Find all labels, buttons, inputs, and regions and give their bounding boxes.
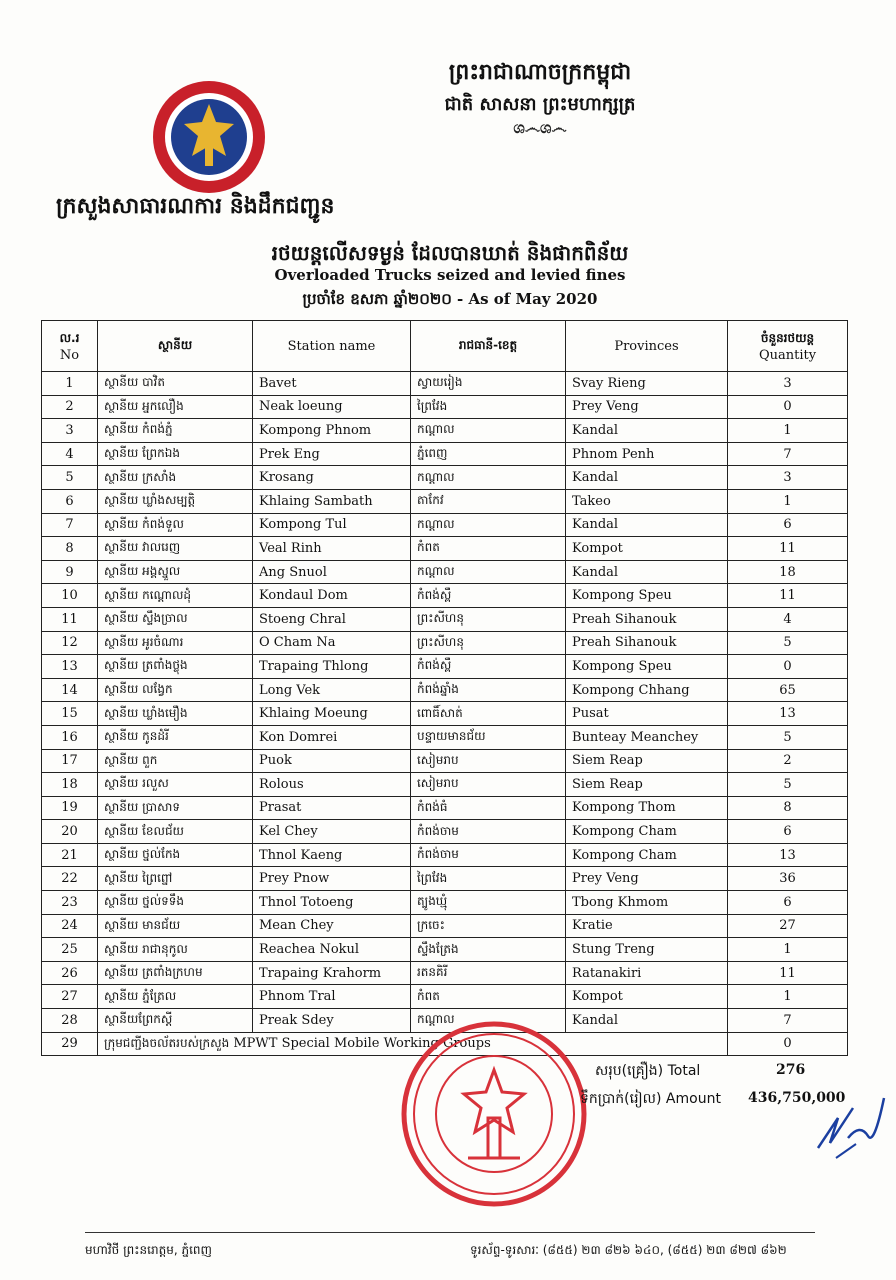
row-number: 16 (42, 725, 98, 749)
station-name: Stoeng Chral (253, 607, 411, 631)
province-khmer: ស្វាយរៀង (411, 372, 566, 396)
row-number: 6 (42, 489, 98, 513)
province-khmer: កំពត (411, 537, 566, 561)
province-khmer: កំពង់ស្ពឺ (411, 584, 566, 608)
total-value: 276 (776, 1062, 806, 1078)
row-number: 13 (42, 655, 98, 679)
header-quantity: ចំនួនរថយន្ត Quantity (728, 321, 848, 372)
table-row (42, 442, 848, 466)
province-khmer: កំពង់ចាម (411, 820, 566, 844)
province-khmer: ព្រៃវែង (411, 395, 566, 419)
station-name: Preak Sdey (253, 1009, 411, 1033)
quantity: 65 (728, 678, 848, 702)
station-khmer: ស្ថានីយ កំពង់ភ្នំ (98, 419, 253, 443)
station-name: Trapaing Krahorm (253, 961, 411, 985)
quantity: 11 (728, 961, 848, 985)
province-khmer: កំពង់ចាម (411, 843, 566, 867)
title-khmer: រថយន្តលើសទម្ងន់ ដែលបានឃាត់ និងផាកពិន័យ (271, 241, 629, 265)
station-khmer: ស្ថានីយ វាលរេញ (98, 537, 253, 561)
province-name: Stung Treng (566, 938, 728, 962)
province-khmer: កំពង់ធំ (411, 796, 566, 820)
quantity: 7 (728, 442, 848, 466)
footer-divider (85, 1232, 815, 1233)
ministry-name: ក្រសួងសាធារណការ និងដឹកជញ្ជូន (56, 194, 335, 219)
quantity: 1 (728, 938, 848, 962)
station-khmer: ស្ថានីយ ថ្នល់កែង (98, 843, 253, 867)
province-name: Kompong Cham (566, 820, 728, 844)
quantity: 27 (728, 914, 848, 938)
station-khmer: ស្ថានីយ ខែលជ័យ (98, 820, 253, 844)
kingdom-heading: ព្រះរាជាណាចក្រកម្ពុជា (448, 60, 632, 85)
quantity: 0 (728, 395, 848, 419)
report-date (140, 290, 760, 312)
province-name: Kompong Chhang (566, 678, 728, 702)
province-khmer: ព្រៃវែង (411, 867, 566, 891)
date-english: - As of May 2020 (451, 290, 598, 308)
header-station-en: Station name (253, 321, 411, 372)
row-number: 15 (42, 702, 98, 726)
row-number: 14 (42, 678, 98, 702)
province-name: Kandal (566, 419, 728, 443)
province-khmer: បន្ទាយមានជ័យ (411, 725, 566, 749)
station-name: Kel Chey (253, 820, 411, 844)
row-number: 26 (42, 961, 98, 985)
row-number: 4 (42, 442, 98, 466)
station-name: Long Vek (253, 678, 411, 702)
table-row (42, 796, 848, 820)
province-khmer: ព្រះសីហនុ (411, 607, 566, 631)
station-name: O Cham Na (253, 631, 411, 655)
station-name: Bavet (253, 372, 411, 396)
station-khmer: ស្ថានីយ ត្រពាំងក្រហម (98, 961, 253, 985)
table-row (42, 749, 848, 773)
quantity: 0 (728, 1032, 848, 1056)
trucks-table (41, 320, 848, 1056)
station-khmer: ស្ថានីយ អង្គស្នួល (98, 560, 253, 584)
quantity: 11 (728, 584, 848, 608)
province-name: Kompong Thom (566, 796, 728, 820)
quantity: 13 (728, 843, 848, 867)
quantity: 36 (728, 867, 848, 891)
province-name: Kompot (566, 985, 728, 1009)
station-khmer: ស្ថានីយ កណ្តោលដុំ (98, 584, 253, 608)
table-row (42, 372, 848, 396)
station-khmer: ស្ថានីយ ប្រាសាទ (98, 796, 253, 820)
quantity: 6 (728, 891, 848, 915)
station-khmer: ស្ថានីយ រលួស (98, 773, 253, 797)
province-khmer: កំពង់ស្ពឺ (411, 655, 566, 679)
station-khmer: ស្ថានីយ ពួក (98, 749, 253, 773)
province-khmer: ភ្នំពេញ (411, 442, 566, 466)
header-no: ល.រ No (42, 321, 98, 372)
quantity: 1 (728, 489, 848, 513)
province-name: Tbong Khmom (566, 891, 728, 915)
row-number: 25 (42, 938, 98, 962)
table-row (42, 938, 848, 962)
station-name: Thnol Totoeng (253, 891, 411, 915)
row-number: 7 (42, 513, 98, 537)
row-number: 3 (42, 419, 98, 443)
table-row (42, 867, 848, 891)
table-row (42, 489, 848, 513)
row-number: 23 (42, 891, 98, 915)
station-name: Prek Eng (253, 442, 411, 466)
table-row (42, 560, 848, 584)
table-row (42, 985, 848, 1009)
table-row (42, 466, 848, 490)
table-row (42, 513, 848, 537)
quantity: 7 (728, 1009, 848, 1033)
quantity: 2 (728, 749, 848, 773)
quantity: 3 (728, 372, 848, 396)
quantity: 6 (728, 820, 848, 844)
province-khmer: កណ្តាល (411, 560, 566, 584)
station-name: Phnom Tral (253, 985, 411, 1009)
quantity: 3 (728, 466, 848, 490)
province-name: Siem Reap (566, 773, 728, 797)
station-khmer: ស្ថានីយ អ្នកលឿង (98, 395, 253, 419)
station-name: Reachea Nokul (253, 938, 411, 962)
quantity: 18 (728, 560, 848, 584)
station-name: Mean Chey (253, 914, 411, 938)
province-khmer: សៀមរាប (411, 749, 566, 773)
station-khmer: ស្ថានីយ កូនដំរី (98, 725, 253, 749)
station-name: Kon Domrei (253, 725, 411, 749)
row-number: 19 (42, 796, 98, 820)
quantity: 1 (728, 419, 848, 443)
title-english: Overloaded Trucks seized and levied fines (274, 266, 626, 284)
row-number: 24 (42, 914, 98, 938)
station-khmer: ស្ថានីយ ឃ្លាំងសម្បត្តិ (98, 489, 253, 513)
quantity: 11 (728, 537, 848, 561)
table-row (42, 725, 848, 749)
province-name: Svay Rieng (566, 372, 728, 396)
province-khmer: ព្រះសីហនុ (411, 631, 566, 655)
province-khmer: ពោធិ៍សាត់ (411, 702, 566, 726)
station-khmer: ស្ថានីយ ភ្នំត្រែល (98, 985, 253, 1009)
province-name: Preah Sihanouk (566, 607, 728, 631)
province-khmer: ត្បូងឃ្មុំ (411, 891, 566, 915)
table-row (42, 961, 848, 985)
row-number: 22 (42, 867, 98, 891)
station-name: Veal Rinh (253, 537, 411, 561)
province-name: Kompot (566, 537, 728, 561)
row-number: 21 (42, 843, 98, 867)
table-row (42, 843, 848, 867)
table-row (42, 820, 848, 844)
province-name: Phnom Penh (566, 442, 728, 466)
row-number: 27 (42, 985, 98, 1009)
station-name: Kompong Tul (253, 513, 411, 537)
row-number: 28 (42, 1009, 98, 1033)
quantity: 5 (728, 773, 848, 797)
header-province-en: Provinces (566, 321, 728, 372)
row-number: 17 (42, 749, 98, 773)
province-name: Kratie (566, 914, 728, 938)
province-name: Kompong Cham (566, 843, 728, 867)
province-name: Kandal (566, 560, 728, 584)
station-khmer: ស្ថានីយ ព្រៃព្នៅ (98, 867, 253, 891)
province-name: Takeo (566, 489, 728, 513)
province-name: Kandal (566, 466, 728, 490)
province-khmer: សៀមរាប (411, 773, 566, 797)
special-group-khmer: ក្រុមជញ្ជីងចល័តរបស់ក្រសួង (104, 1035, 230, 1050)
row-number: 11 (42, 607, 98, 631)
table-row (42, 891, 848, 915)
table-row (42, 702, 848, 726)
signature (808, 1088, 888, 1168)
station-name: Puok (253, 749, 411, 773)
station-name: Neak loeung (253, 395, 411, 419)
province-name: Prey Veng (566, 395, 728, 419)
province-khmer: តាកែវ (411, 489, 566, 513)
quantity: 13 (728, 702, 848, 726)
province-name: Kompong Speu (566, 655, 728, 679)
station-name: Ang Snuol (253, 560, 411, 584)
province-name: Pusat (566, 702, 728, 726)
province-khmer: កណ្តាល (411, 1009, 566, 1033)
province-name: Kandal (566, 1009, 728, 1033)
quantity: 0 (728, 655, 848, 679)
row-number: 9 (42, 560, 98, 584)
province-name: Bunteay Meanchey (566, 725, 728, 749)
province-khmer: កំពត (411, 985, 566, 1009)
quantity: 5 (728, 725, 848, 749)
row-number: 10 (42, 584, 98, 608)
special-group-english: MPWT Special Mobile Working Groups (229, 1035, 491, 1051)
footer-phone: ទូរស័ព្ទ-ទូរសារៈ (៨៥៥) ២៣ ៨២៦ ៦៤០, (៨៥៥) ២៣ ៨២៧ ៨៦២ (470, 1243, 787, 1257)
row-number: 12 (42, 631, 98, 655)
station-name: Trapaing Thlong (253, 655, 411, 679)
province-khmer: រតនគិរី (411, 961, 566, 985)
quantity: 1 (728, 985, 848, 1009)
row-number: 2 (42, 395, 98, 419)
province-name: Preah Sihanouk (566, 631, 728, 655)
national-motto: ជាតិ សាសនា ព្រះមហាក្សត្រ (444, 94, 636, 115)
station-khmer: ស្ថានីយ អូរចំណារ (98, 631, 253, 655)
table-row (42, 678, 848, 702)
footer-address: មហាវិថី ព្រះនរោត្តម, ភ្នំពេញ (85, 1243, 212, 1257)
province-khmer: កណ្តាល (411, 419, 566, 443)
ministry-logo (150, 78, 268, 196)
station-name: Khlaing Sambath (253, 489, 411, 513)
quantity: 6 (728, 513, 848, 537)
station-khmer: ស្ថានីយ បាវិត (98, 372, 253, 396)
station-name: Kompong Phnom (253, 419, 411, 443)
province-khmer: កំពង់ឆ្នាំង (411, 678, 566, 702)
table-row (42, 607, 848, 631)
station-name: Prasat (253, 796, 411, 820)
station-khmer: ស្ថានីយ កំពង់ទួល (98, 513, 253, 537)
table-row (42, 395, 848, 419)
row-number: 18 (42, 773, 98, 797)
station-khmer: ស្ថានីយ ក្រសាំង (98, 466, 253, 490)
table-row (42, 773, 848, 797)
station-khmer: ស្ថានីយ ឃ្លាំងមឿង (98, 702, 253, 726)
table-row (42, 655, 848, 679)
amount-value: 436,750,000 (748, 1090, 846, 1106)
station-khmer: ស្ថានីយ រាជានុកូល (98, 938, 253, 962)
province-khmer: កណ្តាល (411, 466, 566, 490)
province-name: Siem Reap (566, 749, 728, 773)
station-name: Kondaul Dom (253, 584, 411, 608)
station-name: Rolous (253, 773, 411, 797)
header-province-kh: រាជធានី-ខេត្ត (411, 321, 566, 372)
table-row (42, 584, 848, 608)
table-row (42, 631, 848, 655)
row-number: 1 (42, 372, 98, 396)
row-number: 29 (42, 1032, 98, 1056)
row-number: 20 (42, 820, 98, 844)
date-khmer: ប្រចាំខែ ឧសភា ឆ្នាំ២០២០ (302, 290, 452, 308)
station-khmer: ស្ថានីយ មានជ័យ (98, 914, 253, 938)
quantity: 8 (728, 796, 848, 820)
province-name: Ratanakiri (566, 961, 728, 985)
station-khmer: ស្ថានីយ ថ្នល់ទទឹង (98, 891, 253, 915)
table-row (42, 537, 848, 561)
quantity: 4 (728, 607, 848, 631)
station-khmer: ស្ថានីយព្រែកស្តី (98, 1009, 253, 1033)
quantity: 5 (728, 631, 848, 655)
station-name: Khlaing Moeung (253, 702, 411, 726)
total-label: សរុប(គ្រឿង) Total (595, 1063, 701, 1079)
table-row (42, 914, 848, 938)
province-name: Kandal (566, 513, 728, 537)
amount-label: ទឹកប្រាក់(រៀល) Amount (580, 1091, 721, 1107)
header-station-kh: ស្ថានីយ (98, 321, 253, 372)
station-khmer: ស្ថានីយ លង្វែក (98, 678, 253, 702)
station-name: Thnol Kaeng (253, 843, 411, 867)
station-name: Krosang (253, 466, 411, 490)
table-row (42, 419, 848, 443)
province-khmer: ស្ទឹងត្រែង (411, 938, 566, 962)
row-number: 8 (42, 537, 98, 561)
station-khmer: ស្ថានីយ ត្រពាំងថ្លុង (98, 655, 253, 679)
province-name: Prey Veng (566, 867, 728, 891)
table-header-row (42, 321, 848, 372)
province-khmer: ក្រចេះ (411, 914, 566, 938)
ornament-divider: ශ෴ශ෴ (513, 118, 567, 137)
station-khmer: ស្ថានីយ ព្រែកឯង (98, 442, 253, 466)
official-stamp (398, 1018, 590, 1210)
row-number: 5 (42, 466, 98, 490)
province-name: Kompong Speu (566, 584, 728, 608)
province-khmer: កណ្តាល (411, 513, 566, 537)
station-khmer: ស្ថានីយ ស្ទឹងច្រាល (98, 607, 253, 631)
station-name: Prey Pnow (253, 867, 411, 891)
